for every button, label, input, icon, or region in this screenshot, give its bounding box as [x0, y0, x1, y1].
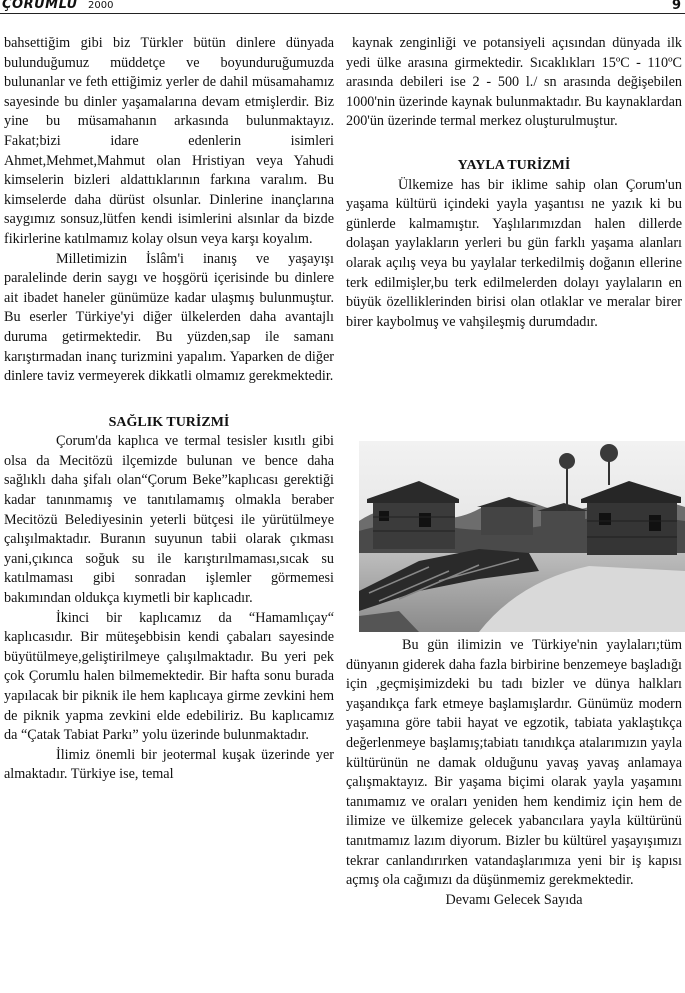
- left-column: [4, 34, 334, 785]
- left-paragraph-4: İkinci bir kaplıcamız da “Hamamlıçay“ kaplıcasıdır. Bir müteşebbisin kendi çabaları sayesinde büyütülmeye,geliştirilmeye çalışılmaktadır. Bu yeri pek çok Çorumlu halen bilmemektedir. Bir hafta sonu burada yapılacak bir piknik ile hem kaplıcaya girme zevkini hem de piknik yapma zevkini elde edebiliriz. Bu kaplıcamız da “Çatak Tabiat Parkı” yolu üzerinde bulunmaktadır.: [4, 609, 334, 744]
- right-paragraph-2: Ülkemize has bir iklime sahip olan Çorum'un yaşama kültürü içindeki yayla yaşantısı ne yazık ki bu günlerde kalmamıştır. Yaşlılarımızdan halen dillerde dolaşan yaylakların yerleri bu gün farklı yaşama alanları olarak açılış veya bu yaylalar terkedilmiş doğanın ellerine terk edilmişler,bu terk edilmelerden dolayı yaylaların en büyük özelliklerinden birisi olan otlaklar ve meralar birer birer kaybolmuş ve vahşileşmiş durumdadır.: [346, 176, 682, 330]
- continued-note: Devamı Gelecek Sayıda: [445, 891, 583, 908]
- right-column-bottom: [346, 636, 682, 910]
- section-heading-health: SAĞLIK TURİZMİ: [108, 414, 230, 430]
- issue-year: 2000: [88, 0, 114, 11]
- plateau-houses-photo: [359, 441, 685, 632]
- section-heading-plateau: YAYLA TURİZMİ: [457, 157, 571, 173]
- left-paragraph-3: Çorum'da kaplıca ve termal tesisler kısıtlı gibi olsa da Mecitözü ilçemizde bulunan ve bence daha sağlıklı daha şifalı olan“Çorum Beke”kaplıcası gerektiği kadar tanınmamış ve tanıtılamamış olmakla beraber Mecitözü Belediyesinin yeterli bütçesi ile yürütülmeye çalışılmaktadır. Buranın suyunun tabii olarak çıkması yani,çıkınca soğuk su ile karıştırılmaması,sıcak su katılmaması gibi sonradan işlemler görmemesi bakımından oldukça kıymetli bir kaplıcadır.: [4, 433, 334, 607]
- header-rule: [0, 13, 685, 14]
- right-column: [346, 34, 682, 332]
- magazine-logo: ÇORUMLU: [2, 0, 78, 12]
- plateau-photo-image: [359, 441, 685, 632]
- page-header: [0, 0, 685, 16]
- right-paragraph-1: kaynak zenginliği ve potansiyeli açısından dünyada ilk yedi ülke arasına girmektedir. Sıcaklıkları 15ºC - 110ºC arasında debileri ise 2 - 500 l./ sn arasında değişebilen 1000'nin üzerinde kaynak bulunmaktadır. Bu kaynaklardan 200'ün üzerinde termal merkez oluşturulmuştur.: [346, 35, 682, 130]
- page-number: 9: [671, 0, 681, 13]
- right-paragraph-3: Bu gün ilimizin ve Türkiye'nin yaylaları;tüm dünyanın giderek daha fazla birbirine benzemeye başladığı için ,geçmişimizdeki bu tadı bizler ve dünya halkları yaşandıkça fark etmeye başlamışlardır. Günümüz modern yaşamına göre tabii hayat ve egzotik, tabiata yaklaştıkça değerlenmeye başlamış;tabiatı tanıdıkça atalarımızın yayla kültürünün ne damak olduğunu yavaş yavaş anlamaya çalışmaktayız. Bir yaşama biçimi olarak yayla yaşamını tanımamız ve oraları yeniden hem kendimiz için hem de ilimize ve ülkemize gelecek yabancılara yayla kültürünü tanıtmamız lazım diyorum. Bizler bu kültürel yaşayışımızı tekrar canlandırırken vatandaşlarımıza yeni bir iş kapısı açmış ola cağımızı da düşünmemiz gerekmektedir.: [346, 637, 682, 889]
- left-paragraph-5: İlimiz önemli bir jeotermal kuşak üzerinde yer almaktadır. Türkiye ise, temal: [4, 746, 334, 783]
- left-paragraph-1: bahsettiğim gibi biz Türkler bütün dinlere dünyada bulunduğumuz müddetçe ve boyunduruğumuzda bulunanlar ve feth ettiğimiz yerler de dahil müsamahamız sayesinde bu dinler yaşamalarına devam etmişlerdir. Biz yine bu müsamahanın arkasında bulunmaktayız. Fakat;bizi idare edenlerin isimleri Ahmet,Mehmet,Mahmut olan Hristiyan veya Yahudi kimselerin bizleri aldattıklarının farkına varalım. Bu kimselerde daha dürüst olsunlar. Dinlerine inançlarına saygımız sonsuz,lütfen kendi isimlerini alsınlar da bizde fikirlerine katılmamız kolay olsun veya karşı koyalım.: [4, 35, 334, 247]
- left-paragraph-2: Milletimizin İslâm'i inanış ve yaşayışı paralelinde derin saygı ve hoşgörü içerisinde bu dinlere ait ibadet haneler günümüze kadar ulaşmış bulunmuştur. Bu eserler Türkiye'yi diğer ülkelerden daha avantajlı duruma getirmektedir. Bu yüzden,sap ile samanı karıştırmadan inanç turizmini yapalım. Yaparken de diğer dinlere taviz vermeyerek dikkatli olmamız gerekmektedir.: [4, 250, 334, 385]
